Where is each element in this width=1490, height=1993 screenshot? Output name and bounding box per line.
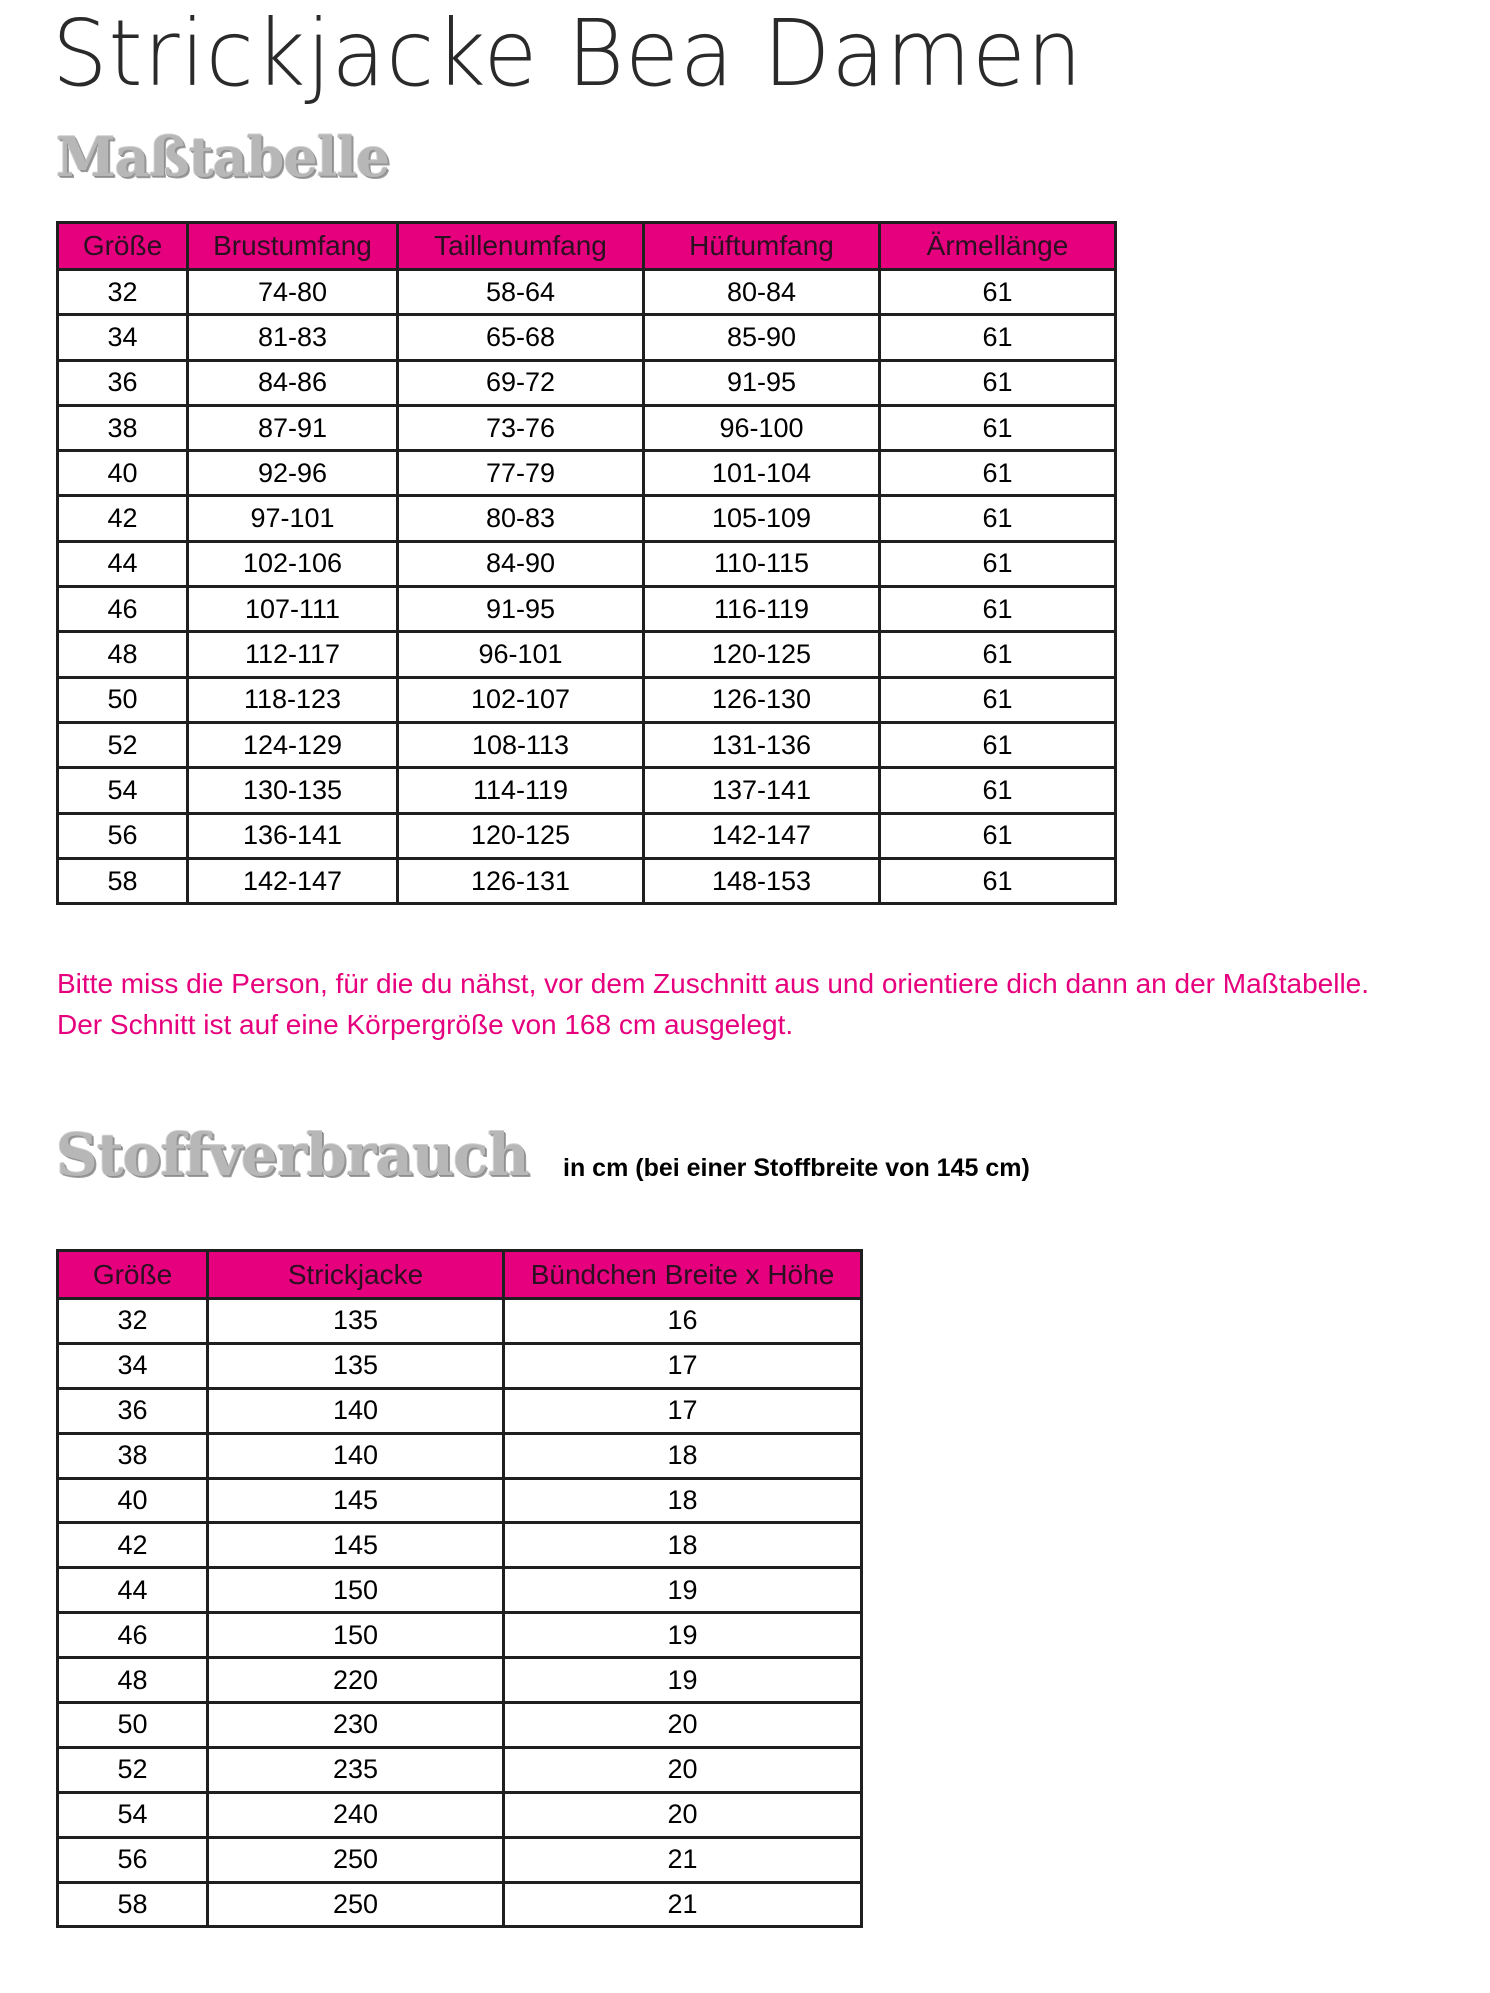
table-cell: 54 <box>58 1792 208 1837</box>
table-cell: 81-83 <box>188 315 398 360</box>
table-cell: 61 <box>880 587 1116 632</box>
column-header-sleeve: Ärmellänge <box>880 223 1116 270</box>
table-cell: 110-115 <box>644 541 880 586</box>
table-cell: 235 <box>208 1747 504 1792</box>
table-row <box>58 1433 862 1478</box>
table-cell: 135 <box>208 1343 504 1388</box>
table-cell: 61 <box>880 315 1116 360</box>
table-cell: 97-101 <box>188 496 398 541</box>
table-cell: 142-147 <box>644 813 880 858</box>
table-header-row <box>58 1251 862 1299</box>
table-cell: 114-119 <box>398 768 644 813</box>
table-cell: 48 <box>58 1658 208 1703</box>
table-cell: 96-101 <box>398 632 644 677</box>
table-row <box>58 541 1116 586</box>
fabric-table-body <box>58 1299 862 1927</box>
table-cell: 38 <box>58 1433 208 1478</box>
table-cell: 145 <box>208 1523 504 1568</box>
table-cell: 34 <box>58 1343 208 1388</box>
table-row <box>58 1568 862 1613</box>
table-cell: 40 <box>58 1478 208 1523</box>
table-cell: 18 <box>504 1433 862 1478</box>
table-row <box>58 1299 862 1344</box>
table-cell: 220 <box>208 1658 504 1703</box>
table-cell: 136-141 <box>188 813 398 858</box>
table-row <box>58 315 1116 360</box>
table-cell: 112-117 <box>188 632 398 677</box>
table-cell: 21 <box>504 1882 862 1927</box>
table-cell: 61 <box>880 813 1116 858</box>
table-cell: 32 <box>58 1299 208 1344</box>
table-cell: 135 <box>208 1299 504 1344</box>
table-cell: 19 <box>504 1658 862 1703</box>
table-cell: 91-95 <box>398 587 644 632</box>
table-header-row <box>58 223 1116 270</box>
table-cell: 107-111 <box>188 587 398 632</box>
table-cell: 19 <box>504 1568 862 1613</box>
table-cell: 131-136 <box>644 722 880 767</box>
table-row <box>58 722 1116 767</box>
table-cell: 61 <box>880 768 1116 813</box>
table-cell: 18 <box>504 1523 862 1568</box>
table-cell: 142-147 <box>188 858 398 903</box>
column-header-size: Größe <box>58 1251 208 1299</box>
table-cell: 58-64 <box>398 270 644 315</box>
table-cell: 38 <box>58 405 188 450</box>
note-line-1: Bitte miss die Person, für die du nähst, vor dem Zuschnitt aus und orientiere dich dann an der Maßtabelle. <box>57 968 1370 999</box>
table-cell: 150 <box>208 1568 504 1613</box>
table-row <box>58 1658 862 1703</box>
table-cell: 18 <box>504 1478 862 1523</box>
table-cell: 69-72 <box>398 360 644 405</box>
table-cell: 96-100 <box>644 405 880 450</box>
table-cell: 80-84 <box>644 270 880 315</box>
table-cell: 140 <box>208 1388 504 1433</box>
table-cell: 65-68 <box>398 315 644 360</box>
table-cell: 36 <box>58 360 188 405</box>
table-cell: 126-130 <box>644 677 880 722</box>
table-cell: 52 <box>58 1747 208 1792</box>
table-cell: 20 <box>504 1747 862 1792</box>
table-cell: 32 <box>58 270 188 315</box>
table-cell: 54 <box>58 768 188 813</box>
column-header-waist: Taillenumfang <box>398 223 644 270</box>
table-cell: 46 <box>58 1613 208 1658</box>
table-cell: 61 <box>880 451 1116 496</box>
table-cell: 61 <box>880 541 1116 586</box>
fabric-table-heading: Stoffverbrauch <box>56 1121 529 1189</box>
table-cell: 140 <box>208 1433 504 1478</box>
table-row <box>58 1478 862 1523</box>
table-cell: 118-123 <box>188 677 398 722</box>
table-cell: 20 <box>504 1703 862 1748</box>
table-row <box>58 858 1116 903</box>
table-row <box>58 1343 862 1388</box>
table-cell: 20 <box>504 1792 862 1837</box>
table-cell: 240 <box>208 1792 504 1837</box>
table-cell: 58 <box>58 858 188 903</box>
table-cell: 36 <box>58 1388 208 1433</box>
table-cell: 74-80 <box>188 270 398 315</box>
table-cell: 92-96 <box>188 451 398 496</box>
table-cell: 56 <box>58 1837 208 1882</box>
column-header-size: Größe <box>58 223 188 270</box>
table-row <box>58 1792 862 1837</box>
table-cell: 148-153 <box>644 858 880 903</box>
table-cell: 61 <box>880 632 1116 677</box>
table-cell: 105-109 <box>644 496 880 541</box>
table-cell: 102-106 <box>188 541 398 586</box>
table-cell: 16 <box>504 1299 862 1344</box>
page-title: Strickjacke Bea Damen <box>52 0 1084 107</box>
table-cell: 56 <box>58 813 188 858</box>
table-row <box>58 360 1116 405</box>
fabric-table <box>56 1249 863 1928</box>
column-header-chest: Brustumfang <box>188 223 398 270</box>
table-row <box>58 496 1116 541</box>
size-table-heading: Maßtabelle <box>56 125 390 189</box>
column-header-cuff: Bündchen Breite x Höhe <box>504 1251 862 1299</box>
table-cell: 48 <box>58 632 188 677</box>
table-cell: 17 <box>504 1343 862 1388</box>
table-cell: 61 <box>880 270 1116 315</box>
table-row <box>58 632 1116 677</box>
table-cell: 44 <box>58 1568 208 1613</box>
table-cell: 101-104 <box>644 451 880 496</box>
table-row <box>58 1523 862 1568</box>
table-cell: 230 <box>208 1703 504 1748</box>
table-cell: 34 <box>58 315 188 360</box>
table-cell: 17 <box>504 1388 862 1433</box>
table-cell: 42 <box>58 1523 208 1568</box>
table-cell: 145 <box>208 1478 504 1523</box>
table-cell: 120-125 <box>398 813 644 858</box>
table-row <box>58 1837 862 1882</box>
size-table <box>56 221 1117 905</box>
table-cell: 84-90 <box>398 541 644 586</box>
table-row <box>58 1882 862 1927</box>
table-cell: 44 <box>58 541 188 586</box>
table-row <box>58 270 1116 315</box>
table-row <box>58 1613 862 1658</box>
table-cell: 87-91 <box>188 405 398 450</box>
table-cell: 130-135 <box>188 768 398 813</box>
column-header-hip: Hüftumfang <box>644 223 880 270</box>
table-cell: 61 <box>880 405 1116 450</box>
fabric-subtitle: in cm (bei einer Stoffbreite von 145 cm) <box>563 1154 1030 1182</box>
table-row <box>58 587 1116 632</box>
table-cell: 77-79 <box>398 451 644 496</box>
table-cell: 137-141 <box>644 768 880 813</box>
table-cell: 61 <box>880 677 1116 722</box>
table-cell: 108-113 <box>398 722 644 767</box>
table-cell: 250 <box>208 1837 504 1882</box>
table-row <box>58 451 1116 496</box>
table-cell: 80-83 <box>398 496 644 541</box>
table-cell: 40 <box>58 451 188 496</box>
table-cell: 58 <box>58 1882 208 1927</box>
table-cell: 52 <box>58 722 188 767</box>
table-cell: 61 <box>880 858 1116 903</box>
table-cell: 46 <box>58 587 188 632</box>
table-cell: 61 <box>880 360 1116 405</box>
table-cell: 116-119 <box>644 587 880 632</box>
table-cell: 250 <box>208 1882 504 1927</box>
table-cell: 73-76 <box>398 405 644 450</box>
table-row <box>58 405 1116 450</box>
table-cell: 102-107 <box>398 677 644 722</box>
table-cell: 61 <box>880 496 1116 541</box>
table-row <box>58 813 1116 858</box>
table-cell: 50 <box>58 1703 208 1748</box>
table-cell: 120-125 <box>644 632 880 677</box>
measurement-note <box>57 963 1369 1045</box>
table-cell: 61 <box>880 722 1116 767</box>
table-row <box>58 1747 862 1792</box>
note-line-2: Der Schnitt ist auf eine Körpergröße von 168 cm ausgelegt. <box>57 1009 794 1040</box>
table-row <box>58 677 1116 722</box>
table-row <box>58 1703 862 1748</box>
table-row <box>58 768 1116 813</box>
table-cell: 19 <box>504 1613 862 1658</box>
column-header-cardigan: Strickjacke <box>208 1251 504 1299</box>
table-cell: 150 <box>208 1613 504 1658</box>
table-cell: 50 <box>58 677 188 722</box>
table-cell: 21 <box>504 1837 862 1882</box>
table-cell: 85-90 <box>644 315 880 360</box>
table-cell: 126-131 <box>398 858 644 903</box>
table-cell: 42 <box>58 496 188 541</box>
table-cell: 91-95 <box>644 360 880 405</box>
size-table-body <box>58 270 1116 904</box>
table-row <box>58 1388 862 1433</box>
table-cell: 84-86 <box>188 360 398 405</box>
table-cell: 124-129 <box>188 722 398 767</box>
